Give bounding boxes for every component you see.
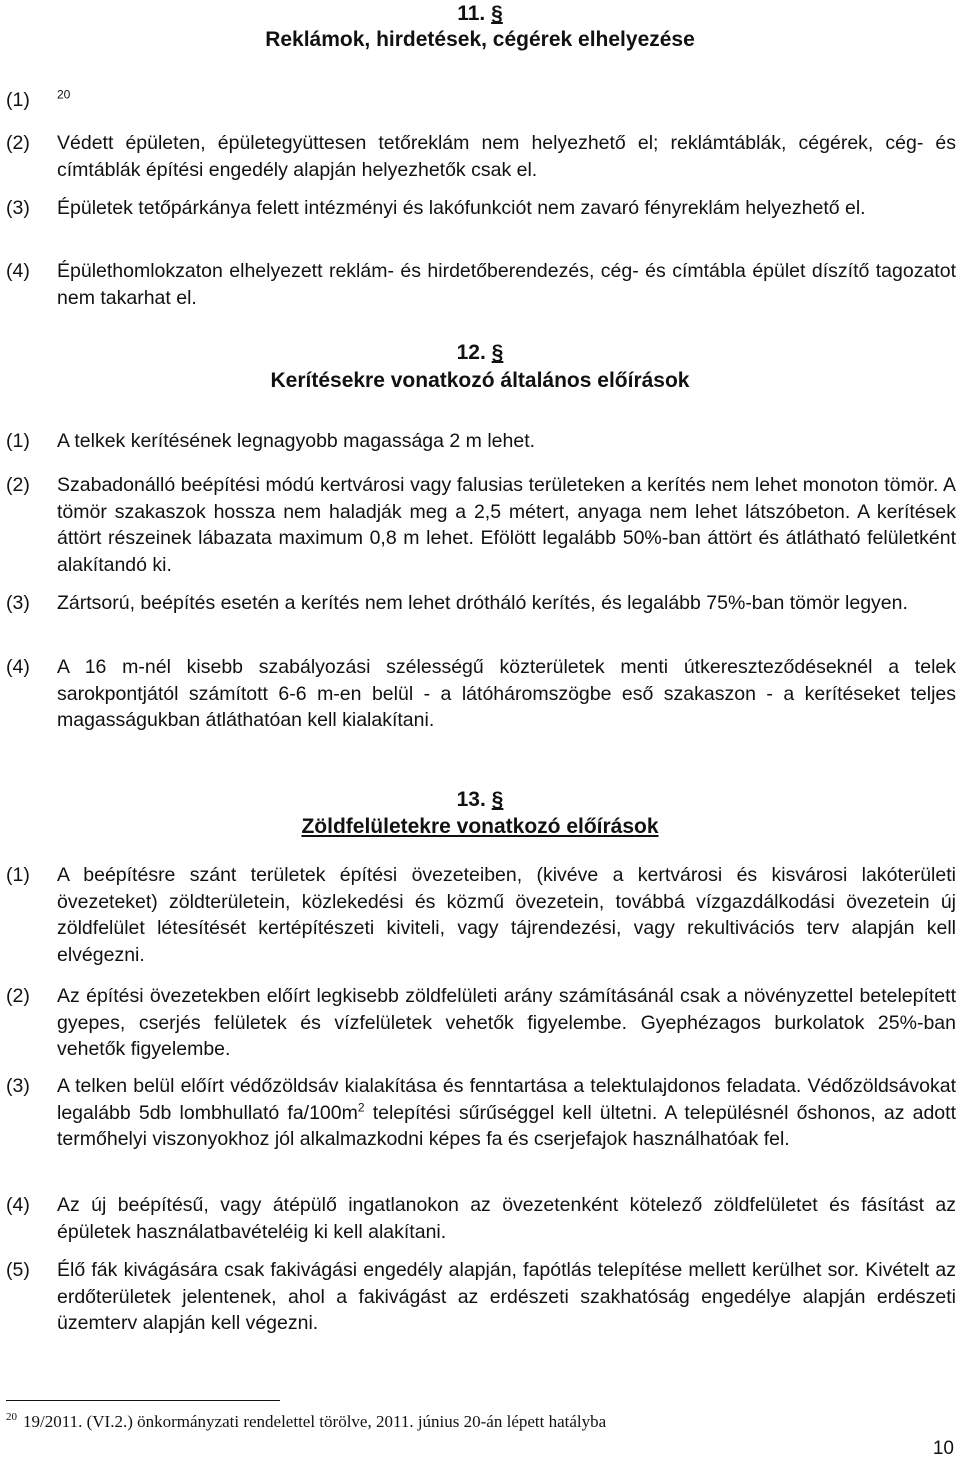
section-number-text: 13.: [456, 788, 486, 811]
section-number-text: 12.: [456, 341, 486, 364]
section-13-title: [0, 815, 960, 839]
section-symbol: §: [491, 341, 504, 364]
paragraph-number: (4): [6, 260, 30, 282]
paragraph-text-part: A telken belül előírt védőzöldsáv kialakítása és fenntartása a telektulajdonos feladata. Védőzöldsávokat legalább 5db lombhullató fa/100m: [57, 1075, 956, 1124]
section-11-title: Reklámok, hirdetések, cégérek elhelyezése: [265, 28, 695, 51]
paragraph-text: [57, 1073, 956, 1153]
paragraph-text: Épületek tetőpárkánya felett intézményi és lakófunkciót nem zavaró fényreklám helyezhető el.: [57, 197, 866, 219]
section-11-number: [0, 2, 960, 26]
s12-paragraph-1: [0, 428, 960, 456]
paragraph-text: A beépítésre szánt területek építési övezeteiben, (kivéve a kertvárosi és kisvárosi lakóterületi övezeteket) zöldterületein, közlekedési és közmű övezetein, továbbá vízgazdálkodási övezetein új zöldfelület létesítését kertépítészeti kiviteli, vagy tájrendezési, vagy rekultivációs terv alapján kell elvégezni.: [57, 864, 956, 966]
footnote-mark: 20: [6, 1411, 17, 1424]
section-number-text: 11.: [457, 2, 486, 25]
s13-paragraph-5: [0, 1257, 960, 1341]
section-12-title: Kerítésekre vonatkozó általános előírások: [270, 369, 690, 392]
s11-paragraph-4: [0, 258, 960, 314]
paragraph-number: (3): [6, 592, 30, 614]
footnote-reference: [57, 87, 956, 114]
footnote: [6, 1412, 946, 1432]
paragraph-number: (1): [6, 864, 30, 886]
paragraph-text: A telkek kerítésének legnagyobb magassága 2 m lehet.: [57, 430, 536, 452]
paragraph-text: Zártsorú, beépítés esetén a kerítés nem lehet drótháló kerítés, és legalább 75%-ban tömör legyen.: [57, 592, 908, 614]
s13-paragraph-3: [0, 1073, 960, 1183]
paragraph-text: Szabadonálló beépítési módú kertvárosi vagy falusias területeken a kerítés nem lehet monoton tömör. A tömör szakaszok hossza nem haladják meg a 2,5 métert, anyaga nem lehet látszóbeton. A kerítések áttört részeinek lábazata maximum 0,8 m lehet. Efölött legalább 50%-ban áttört és átlátható felületként alakítandó ki.: [57, 474, 956, 576]
section-symbol: §: [491, 788, 504, 811]
paragraph-number: (2): [6, 985, 30, 1007]
footnote-text: 19/2011. (VI.2.) önkormányzati rendelettel törölve, 2011. június 20-án lépett hatályba: [23, 1412, 607, 1431]
s12-paragraph-4: [0, 654, 960, 738]
paragraph-number: (2): [6, 474, 30, 496]
paragraph-number: (5): [6, 1259, 30, 1281]
s13-paragraph-1: [0, 862, 960, 972]
s12-paragraph-2: [0, 472, 960, 582]
section-title-text: Zöldfelületekre vonatkozó előírások: [301, 815, 659, 838]
paragraph-number: (4): [6, 1194, 30, 1216]
footnote-separator: [6, 1400, 280, 1401]
page-number: 10: [932, 1438, 954, 1459]
s12-paragraph-3: [0, 590, 960, 646]
paragraph-text: Az új beépítésű, vagy átépülő ingatlanokon az övezetenként kötelező zöldfelületet és fásítást az épületek használatbavételéig ki kell alakítani.: [57, 1194, 956, 1243]
s13-paragraph-4: [0, 1192, 960, 1248]
paragraph-text: A 16 m-nél kisebb szabályozási szélességű közterületek menti útkereszteződéseknél a telek sarokpontjától számított 6-6 m-en belül - a látóháromszögbe eső szakaszon - a kerítéseket teljes magasságukban átláthatóan kell kialakítani.: [57, 656, 956, 731]
paragraph-number: (1): [6, 430, 30, 452]
paragraph-number: (4): [6, 656, 30, 678]
paragraph-number: (1): [6, 89, 30, 111]
superscript: 2: [357, 1100, 365, 1114]
paragraph-text-part: telepítési sűrűséggel kell ültetni. A településnél őshonos, az adott termőhelyi viszonyokhoz jól alkalmazkodni képes fa és cserjefajok használhatóak fel.: [57, 1101, 956, 1150]
paragraph-number: (3): [6, 1075, 30, 1097]
s11-paragraph-3: [0, 195, 960, 251]
s11-paragraph-2: [0, 130, 960, 186]
paragraph-number: (3): [6, 197, 30, 219]
paragraph-text: Élő fák kivágására csak fakivágási engedély alapján, fapótlás telepítése mellett kerülhet sor. Kivételt az erdőterületek jelentenek, ahol a fakivágást az erdészeti szakhatóság engedélye alapján erdészeti üzemterv alapján kell végezni.: [57, 1259, 956, 1334]
paragraph-number: (2): [6, 132, 30, 154]
paragraph-text: Védett épületen, épületegyüttesen tetőreklám nem helyezhető el; reklámtáblák, cégérek, cég- és címtáblák építési engedély alapján helyezhetők csak el.: [57, 132, 956, 181]
section-12-number: [0, 341, 960, 365]
section-13-number: [0, 788, 960, 812]
footnote-ref-mark: 20: [57, 87, 71, 102]
paragraph-text: Az építési övezetekben előírt legkisebb zöldfelületi arány számításánál csak a növényzettel betelepített gyepes, cserjés felületek és vízfelületek vehetők figyelembe. Gyephézagos burkolatok 25%-ban vehetők figyelembe.: [57, 985, 956, 1060]
s13-paragraph-2: [0, 983, 960, 1067]
section-symbol: §: [491, 2, 503, 25]
paragraph-text: Épülethomlokzaton elhelyezett reklám- és hirdetőberendezés, cég- és címtábla épület díszítő tagozatot nem takarhat el.: [57, 260, 956, 309]
s11-paragraph-1: [0, 87, 960, 117]
